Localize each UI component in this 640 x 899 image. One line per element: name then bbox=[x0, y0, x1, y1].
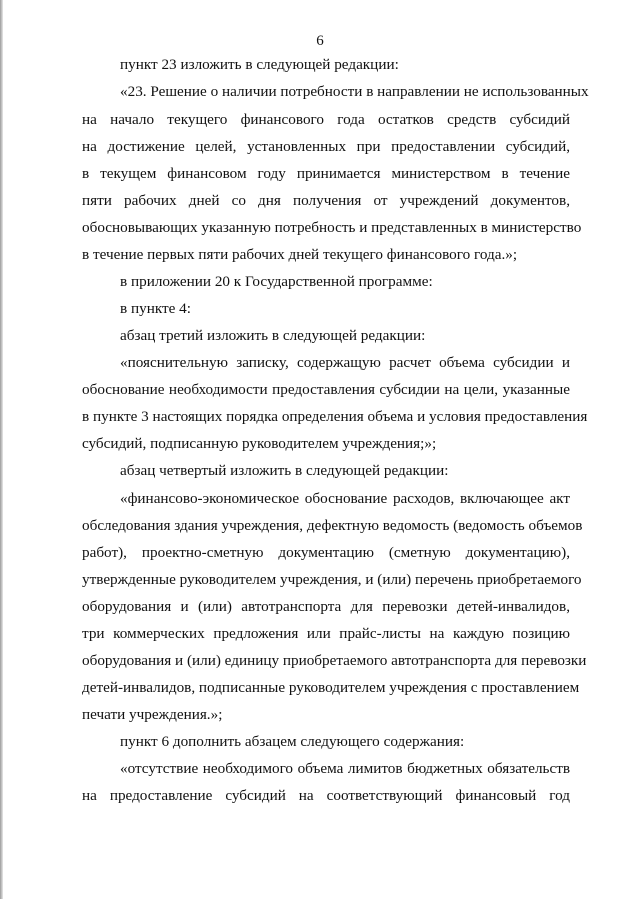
page-number: 6 bbox=[316, 33, 324, 49]
text-line-25: печати учреждения.»; bbox=[82, 706, 223, 723]
text-line-21: оборудования и (или) автотранспорта для перевозки детей-инвалидов, bbox=[82, 598, 570, 615]
text-line-12: «пояснительную записку, содержащую расчет объема субсидии и bbox=[120, 354, 570, 371]
text-line-26: пункт 6 дополнить абзацем следующего содержания: bbox=[120, 733, 465, 750]
text-line-11: абзац третий изложить в следующей редакции: bbox=[120, 327, 426, 344]
text-line-4: на достижение целей, установленных при предоставлении субсидий, bbox=[82, 138, 570, 155]
text-line-13: обоснование необходимости предоставления субсидии на цели, указанные bbox=[82, 381, 570, 398]
text-line-6: пяти рабочих дней со дня получения от учреждений документов, bbox=[82, 192, 570, 209]
text-line-22: три коммерческих предложения или прайс-листы на каждую позицию bbox=[82, 625, 570, 642]
text-line-14: в пункте 3 настоящих порядка определения объема и условия предоставления bbox=[82, 408, 588, 425]
text-line-3: на начало текущего финансового года остатков средств субсидий bbox=[82, 111, 570, 128]
text-line-15: субсидий, подписанную руководителем учреждения;»; bbox=[82, 435, 437, 452]
text-line-19: работ), проектно-сметную документацию (сметную документацию), bbox=[82, 544, 570, 561]
text-line-5: в текущем финансовом году принимается министерством в течение bbox=[82, 165, 570, 182]
text-line-9: в приложении 20 к Государственной программе: bbox=[120, 273, 433, 290]
text-line-16: абзац четвертый изложить в следующей редакции: bbox=[120, 462, 449, 479]
text-line-2: «23. Решение о наличии потребности в направлении не использованных bbox=[120, 83, 589, 100]
text-line-28: на предоставление субсидий на соответствующий финансовый год bbox=[82, 787, 570, 804]
text-line-1: пункт 23 изложить в следующей редакции: bbox=[120, 56, 399, 73]
text-line-7: обосновывающих указанную потребность и представленных в министерство bbox=[82, 219, 582, 236]
text-line-20: утвержденные руководителем учреждения, и (или) перечень приобретаемого bbox=[82, 571, 582, 588]
text-line-24: детей-инвалидов, подписанные руководителем учреждения с проставлением bbox=[82, 679, 580, 696]
text-line-17: «финансово-экономическое обоснование расходов, включающее акт bbox=[120, 490, 570, 507]
scan-edge-shadow bbox=[0, 0, 3, 899]
text-line-18: обследования здания учреждения, дефектную ведомость (ведомость объемов bbox=[82, 517, 583, 534]
text-line-10: в пункте 4: bbox=[120, 300, 191, 317]
text-line-8: в течение первых пяти рабочих дней текущего финансового года.»; bbox=[82, 246, 518, 263]
text-line-23: оборудования и (или) единицу приобретаемого автотранспорта для перевозки bbox=[82, 652, 587, 669]
text-line-27: «отсутствие необходимого объема лимитов бюджетных обязательств bbox=[120, 760, 570, 777]
